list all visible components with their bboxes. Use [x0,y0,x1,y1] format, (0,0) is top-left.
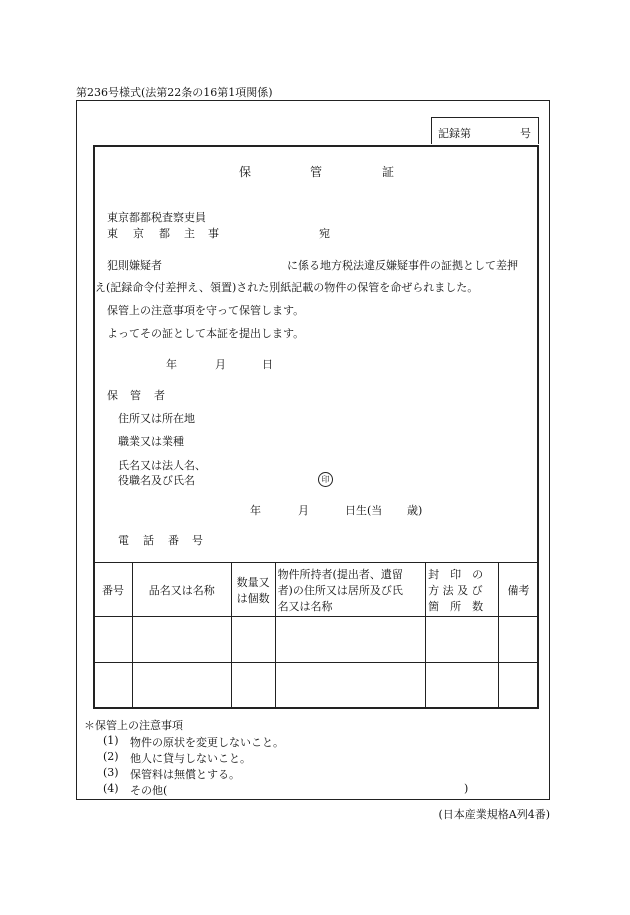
birth-year: 年 [250,504,261,517]
table-cell[interactable] [275,663,426,709]
footer-standard: (日本産業規格A列4番) [438,808,550,821]
table-cell[interactable] [94,617,133,663]
header-owner-line-1: 物件所持者(提出者、遺留 [277,567,403,581]
note-1-text: 物件の原状を変更しないこと。 [130,736,284,749]
custodian-char-3: 者 [154,389,165,402]
table-cell[interactable] [499,663,539,709]
addressee-char-4: 主 [184,227,195,240]
body-line-1: に係る地方税法違反嫌疑事件の証拠として差押 [287,259,518,272]
table-row [94,663,539,709]
items-table [93,562,539,709]
addressee-line-1: 東京都都税査察吏員 [107,211,206,224]
record-suffix: 号 [520,127,531,140]
addressee-char-3: 都 [159,227,170,240]
table-cell[interactable] [94,663,133,709]
record-label: 記録第 [438,127,471,140]
header-owner-line-3: 名又は名称 [277,599,333,613]
addressee-char-1: 東 [107,227,118,240]
note-4-num: (4) [103,782,119,795]
table-row [94,617,539,663]
header-item-name: 品名又は名称 [132,563,231,617]
table-cell[interactable] [275,617,426,663]
phone-char-1: 電 [118,534,129,547]
note-1-num: (1) [103,734,119,747]
note-4-text: その他( [130,784,168,797]
header-seal-method [426,563,499,617]
date-day: 日 [262,358,273,371]
seal-mark-icon: 印 [318,472,333,487]
title-char-3: 証 [382,165,395,179]
table-cell[interactable] [231,663,275,709]
header-quantity-line-2: は個数 [236,591,270,605]
form-label: 第236号様式(法第22条の16第1項関係) [76,86,273,99]
header-seal-line-3: 箇 所 数 [428,599,484,613]
phone-char-2: 話 [143,534,154,547]
custodian-char-1: 保 [107,389,118,402]
body-line-4: よってその証として本証を提出します。 [107,327,305,340]
body-line-2: え(記録命令付差押え、領置)された別紙記載の物件の保管を命ぜられました。 [95,281,479,294]
body-line-3: 保管上の注意事項を守って保管します。 [107,304,305,317]
addressee-suffix: 宛 [319,227,330,240]
header-number: 番号 [94,563,133,617]
address-label: 住所又は所在地 [118,412,195,425]
note-2-text: 他人に貸与しないこと。 [130,752,251,765]
header-owner-line-2: 者)の住所又は居所及び氏 [277,583,403,597]
header-seal-line-2: 方 法 及 び [428,583,483,597]
record-number-box [431,117,539,144]
header-owner [275,563,426,617]
birth-month: 月 [298,504,309,517]
notes-title: ＊保管上の注意事項 [84,719,183,732]
note-3-text: 保管料は無償とする。 [130,768,240,781]
header-seal-line-1: 封 印 の [428,567,484,581]
table-cell[interactable] [426,617,499,663]
addressee-char-2: 京 [133,227,144,240]
title-char-2: 管 [310,165,323,179]
note-3-num: (3) [103,766,119,779]
name-label-line-2: 役職名及び氏名 [118,474,195,487]
phone-char-3: 番 [168,534,179,547]
birth-day: 日生(当 [345,504,383,517]
addressee-char-5: 事 [208,227,219,240]
suspect-label: 犯則嫌疑者 [107,259,162,272]
header-quantity [231,563,275,617]
header-quantity-line-1: 数量又 [236,575,270,589]
phone-char-4: 号 [192,534,203,547]
table-cell[interactable] [132,663,231,709]
custodian-char-2: 管 [130,389,141,402]
date-year: 年 [166,358,177,371]
note-4-close: ) [464,782,469,795]
table-header-row [94,563,539,617]
note-2-num: (2) [103,750,119,763]
birth-age: 歳) [407,504,423,517]
header-remarks: 備考 [499,563,539,617]
table-cell[interactable] [132,617,231,663]
date-month: 月 [215,358,226,371]
name-label-line-1: 氏名又は法人名、 [118,459,206,472]
table-cell[interactable] [231,617,275,663]
occupation-label: 職業又は業種 [118,435,184,448]
table-cell[interactable] [426,663,499,709]
table-cell[interactable] [499,617,539,663]
title-char-1: 保 [239,165,252,179]
